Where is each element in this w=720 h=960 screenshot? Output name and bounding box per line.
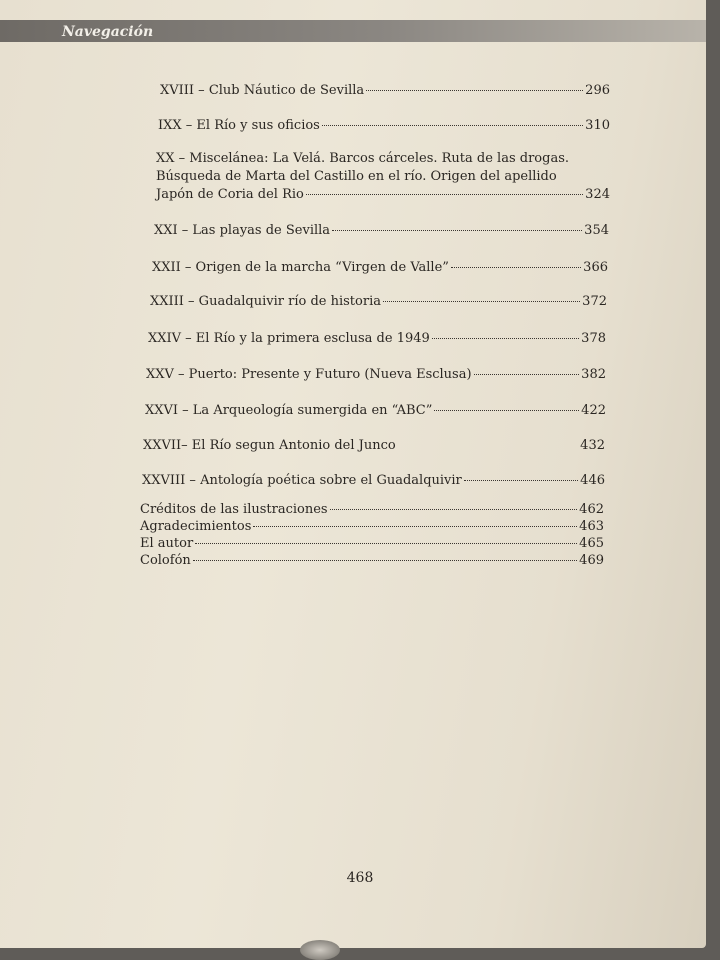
toc-entry bbox=[142, 472, 605, 490]
toc-entry-page: 378 bbox=[581, 331, 606, 346]
fabric-edge bbox=[300, 940, 340, 960]
toc-entry-title: XXVIII – Antología poética sobre el Guadalquivir bbox=[142, 473, 462, 488]
back-matter-item bbox=[140, 501, 604, 518]
toc-entry bbox=[143, 437, 605, 455]
toc-entry-title: XXIV – El Río y la primera esclusa de 1949 bbox=[148, 331, 430, 346]
dot-leader bbox=[474, 374, 580, 375]
back-matter-item bbox=[140, 518, 604, 535]
toc-entry bbox=[160, 82, 610, 100]
toc-entry-line: XX – Miscelánea: La Velá. Barcos cárceles. Ruta de las drogas. bbox=[156, 151, 570, 166]
toc-entry-page: 310 bbox=[585, 118, 610, 133]
toc-entry-title: Japón de Coria del Rio bbox=[156, 187, 304, 202]
back-matter-title: Créditos de las ilustraciones bbox=[140, 502, 328, 517]
toc-entry bbox=[146, 366, 606, 384]
back-matter-title: Colofón bbox=[140, 553, 191, 568]
toc-entry-title: IXX – El Río y sus oficios bbox=[158, 118, 320, 133]
toc-entry-multiline bbox=[156, 150, 610, 204]
page-number: 468 bbox=[346, 870, 374, 886]
toc-entry-title: XXII – Origen de la marcha “Virgen de Valle” bbox=[152, 260, 449, 275]
toc-entry-page: 366 bbox=[583, 260, 608, 275]
dot-leader bbox=[253, 526, 577, 527]
toc-entry bbox=[158, 117, 610, 135]
dot-leader bbox=[366, 90, 583, 91]
toc-entry-page: 382 bbox=[581, 367, 606, 382]
back-matter-list bbox=[140, 501, 604, 569]
toc-entry-title: XXI – Las playas de Sevilla bbox=[154, 223, 331, 238]
back-matter-title: Agradecimientos bbox=[140, 519, 252, 534]
toc-entry-page: 354 bbox=[584, 223, 609, 238]
dot-leader bbox=[193, 560, 577, 561]
toc-entry-page: 372 bbox=[582, 294, 607, 309]
toc-entry bbox=[150, 293, 607, 311]
toc-entry-title: XVIII – Club Náutico de Sevilla bbox=[160, 83, 365, 98]
toc-entry-title: XXVI – La Arqueología sumergida en “ABC” bbox=[145, 403, 433, 418]
dot-leader bbox=[322, 125, 583, 126]
dot-leader bbox=[451, 267, 581, 268]
toc-entry-title: XXV – Puerto: Presente y Futuro (Nueva Esclusa) bbox=[146, 367, 472, 382]
running-header: Navegación bbox=[62, 24, 154, 40]
toc-entry bbox=[148, 330, 606, 348]
toc-entry-page: 324 bbox=[585, 187, 610, 202]
toc-entry bbox=[145, 402, 606, 420]
back-matter-page: 462 bbox=[579, 502, 604, 517]
dot-leader bbox=[330, 509, 578, 510]
back-matter-page: 465 bbox=[579, 536, 604, 551]
toc-entry-page: 296 bbox=[585, 83, 610, 98]
back-matter-item bbox=[140, 552, 604, 569]
back-matter-page: 469 bbox=[579, 553, 604, 568]
dot-leader bbox=[306, 194, 583, 195]
toc-entry-page: 432 bbox=[580, 438, 605, 453]
dot-leader bbox=[464, 480, 578, 481]
toc-entry-page: 422 bbox=[581, 403, 606, 418]
dot-leader bbox=[434, 410, 579, 411]
back-matter-page: 463 bbox=[579, 519, 604, 534]
dot-leader bbox=[195, 543, 577, 544]
toc-entry-page: 446 bbox=[580, 473, 605, 488]
toc-entry bbox=[154, 222, 609, 240]
dot-leader bbox=[432, 338, 579, 339]
toc-entry bbox=[152, 259, 608, 277]
back-matter-item bbox=[140, 535, 604, 552]
dot-leader bbox=[332, 230, 582, 231]
toc-entry-title: XXVII– El Río segun Antonio del Junco bbox=[143, 438, 396, 453]
toc-entry-line: Búsqueda de Marta del Castillo en el río. Origen del apellido bbox=[156, 169, 557, 184]
dot-leader bbox=[383, 301, 580, 302]
toc-entry-title: XXIII – Guadalquivir río de historia bbox=[150, 294, 381, 309]
back-matter-title: El autor bbox=[140, 536, 194, 551]
